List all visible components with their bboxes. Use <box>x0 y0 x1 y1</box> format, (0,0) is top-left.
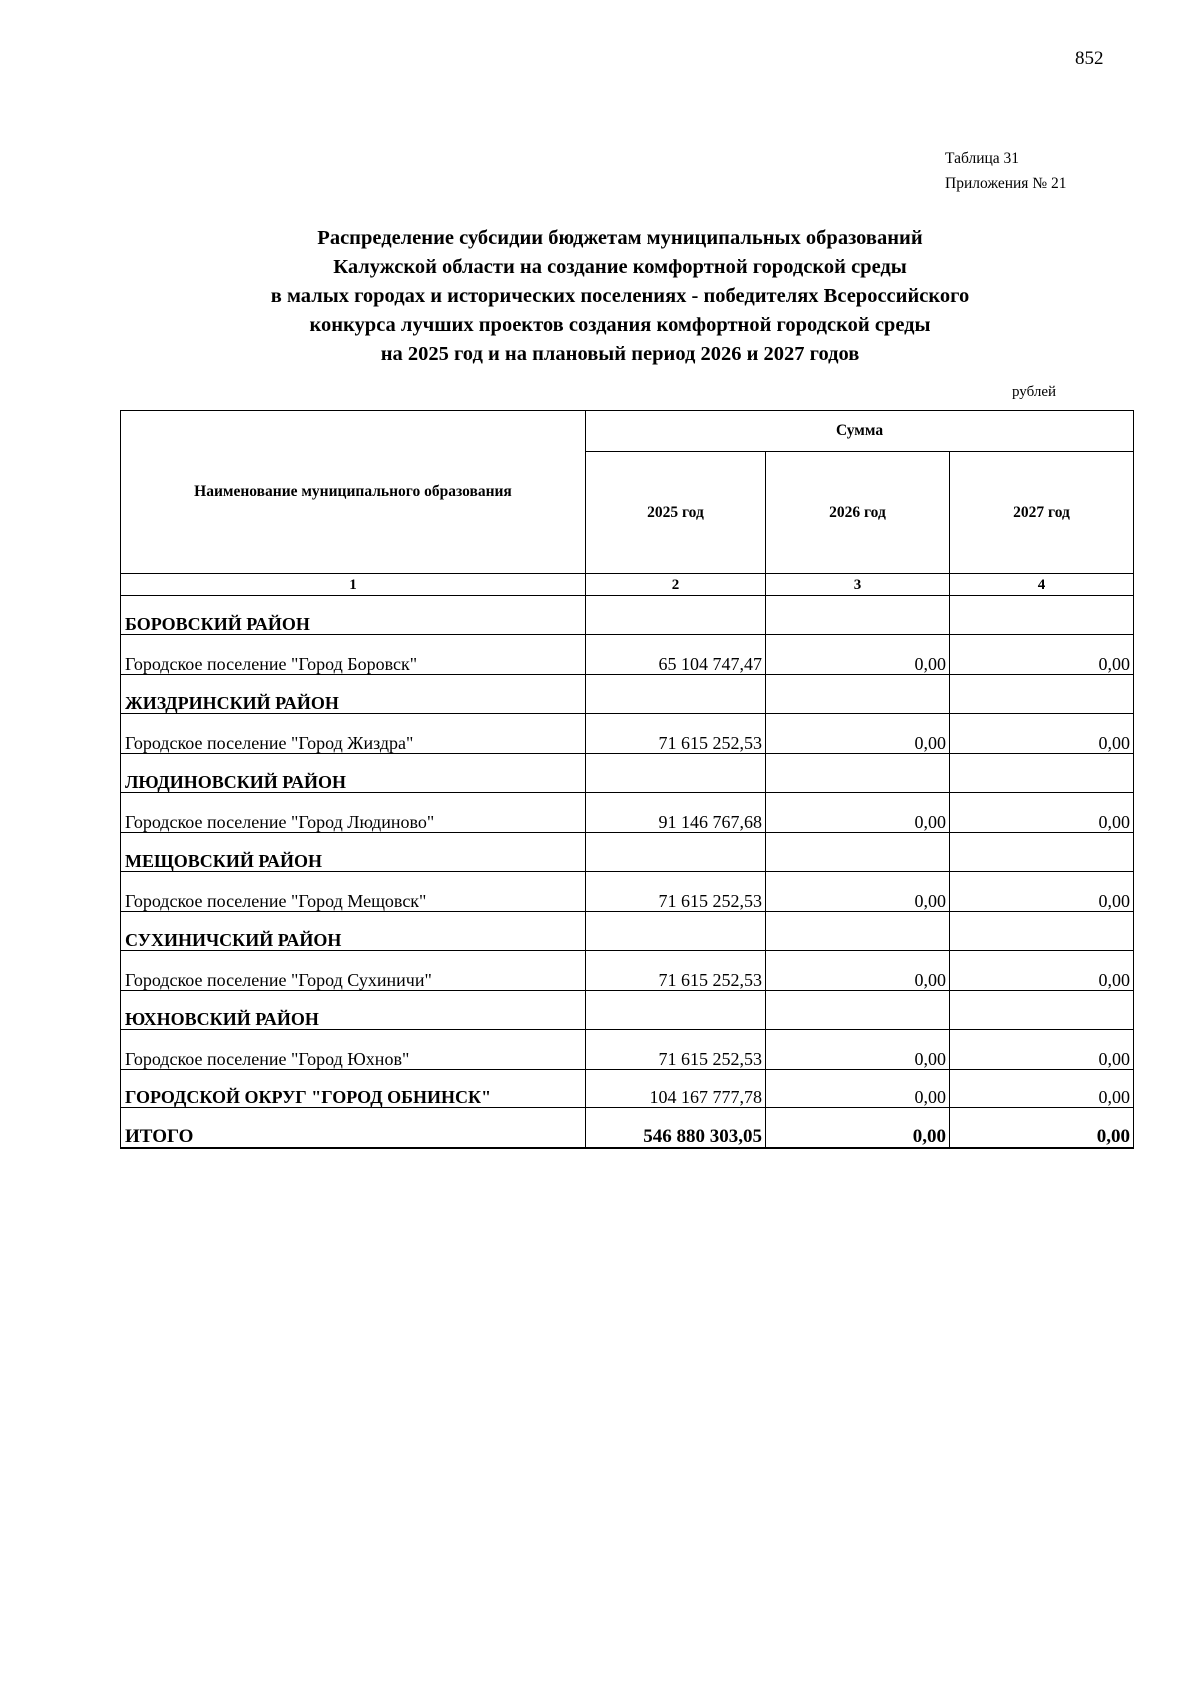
row-name: Городское поселение "Город Людиново" <box>121 793 586 833</box>
table-row-district <box>121 675 1134 714</box>
row-value-2026 <box>766 596 950 635</box>
row-value-2026: 0,00 <box>766 1030 950 1070</box>
page-number: 852 <box>1075 48 1104 69</box>
document-title <box>140 224 1100 369</box>
table-row-district <box>121 754 1134 793</box>
row-name: ЮХНОВСКИЙ РАЙОН <box>121 991 586 1030</box>
table-row-district <box>121 596 1134 635</box>
row-value-2026: 0,00 <box>766 872 950 912</box>
table-row-settlement <box>121 872 1134 912</box>
row-value-2025 <box>586 754 766 793</box>
row-value-2026: 0,00 <box>766 793 950 833</box>
row-name: ЛЮДИНОВСКИЙ РАЙОН <box>121 754 586 793</box>
title-line-5: на 2025 год и на плановый период 2026 и 2027 годов <box>380 343 860 365</box>
table-row-settlement <box>121 793 1134 833</box>
header-sum: Сумма <box>586 411 1134 452</box>
column-number-1: 1 <box>121 574 586 596</box>
row-value-2026 <box>766 991 950 1030</box>
header-year-2026: 2026 год <box>766 452 950 574</box>
appendix-table-label: Таблица 31 <box>945 150 1020 167</box>
table-row-district <box>121 912 1134 951</box>
row-value-2027 <box>950 991 1134 1030</box>
title-line-2: Калужской области на создание комфортной городской среды <box>333 256 907 278</box>
row-value-2027: 0,00 <box>950 1030 1134 1070</box>
row-name: Городское поселение "Город Сухиничи" <box>121 951 586 991</box>
row-value-2027 <box>950 596 1134 635</box>
title-line-4: конкурса лучших проектов создания комфортной городской среды <box>309 314 931 336</box>
total-value-2026: 0,00 <box>766 1108 950 1149</box>
header-year-2025: 2025 год <box>586 452 766 574</box>
table-row-settlement <box>121 635 1134 675</box>
row-value-2025 <box>586 833 766 872</box>
row-value-2027: 0,00 <box>950 872 1134 912</box>
table-row-city-okrug <box>121 1070 1134 1108</box>
header-row-sum <box>121 411 1134 452</box>
header-name: Наименование муниципального образования <box>121 411 586 574</box>
table-row-settlement <box>121 1030 1134 1070</box>
row-value-2026 <box>766 912 950 951</box>
row-value-2027: 0,00 <box>950 1070 1134 1108</box>
row-value-2025: 71 615 252,53 <box>586 714 766 754</box>
table-row-settlement <box>121 714 1134 754</box>
row-value-2025: 91 146 767,68 <box>586 793 766 833</box>
appendix-number-label: Приложения № 21 <box>945 175 1067 192</box>
row-value-2026 <box>766 833 950 872</box>
total-label: ИТОГО <box>121 1108 586 1149</box>
column-number-3: 3 <box>766 574 950 596</box>
title-line-1: Распределение субсидии бюджетам муниципальных образований <box>317 227 923 249</box>
row-value-2027: 0,00 <box>950 793 1134 833</box>
table-row-total <box>121 1108 1134 1149</box>
row-value-2027 <box>950 754 1134 793</box>
appendix-reference <box>945 146 1066 196</box>
row-value-2027: 0,00 <box>950 635 1134 675</box>
row-name: МЕЩОВСКИЙ РАЙОН <box>121 833 586 872</box>
row-name: ГОРОДСКОЙ ОКРУГ "ГОРОД ОБНИНСК" <box>121 1070 586 1108</box>
row-value-2025 <box>586 912 766 951</box>
row-value-2027: 0,00 <box>950 714 1134 754</box>
row-value-2025: 71 615 252,53 <box>586 1030 766 1070</box>
row-name: Городское поселение "Город Мещовск" <box>121 872 586 912</box>
column-number-2: 2 <box>586 574 766 596</box>
table-row-district <box>121 991 1134 1030</box>
row-value-2026 <box>766 754 950 793</box>
row-name: Городское поселение "Город Юхнов" <box>121 1030 586 1070</box>
row-value-2025 <box>586 675 766 714</box>
row-value-2025: 71 615 252,53 <box>586 872 766 912</box>
row-value-2025 <box>586 991 766 1030</box>
row-value-2025: 65 104 747,47 <box>586 635 766 675</box>
table-body <box>121 596 1134 1149</box>
column-number-row <box>121 574 1134 596</box>
table-row-district <box>121 833 1134 872</box>
table-row-settlement <box>121 951 1134 991</box>
row-value-2027 <box>950 833 1134 872</box>
total-value-2025: 546 880 303,05 <box>586 1108 766 1149</box>
row-name: Городское поселение "Город Жиздра" <box>121 714 586 754</box>
row-value-2026: 0,00 <box>766 1070 950 1108</box>
header-year-2027: 2027 год <box>950 452 1134 574</box>
row-value-2026 <box>766 675 950 714</box>
unit-label: рублей <box>1012 384 1057 400</box>
row-value-2026: 0,00 <box>766 635 950 675</box>
row-value-2026: 0,00 <box>766 951 950 991</box>
subsidy-table <box>120 410 1134 1149</box>
row-value-2025 <box>586 596 766 635</box>
total-value-2027: 0,00 <box>950 1108 1134 1149</box>
row-name: Городское поселение "Город Боровск" <box>121 635 586 675</box>
row-value-2027: 0,00 <box>950 951 1134 991</box>
row-value-2025: 71 615 252,53 <box>586 951 766 991</box>
row-name: СУХИНИЧСКИЙ РАЙОН <box>121 912 586 951</box>
row-value-2027 <box>950 912 1134 951</box>
row-value-2027 <box>950 675 1134 714</box>
row-value-2025: 104 167 777,78 <box>586 1070 766 1108</box>
title-line-3: в малых городах и исторических поселениях - победителях Всероссийского <box>270 285 970 307</box>
row-value-2026: 0,00 <box>766 714 950 754</box>
row-name: ЖИЗДРИНСКИЙ РАЙОН <box>121 675 586 714</box>
row-name: БОРОВСКИЙ РАЙОН <box>121 596 586 635</box>
column-number-4: 4 <box>950 574 1134 596</box>
